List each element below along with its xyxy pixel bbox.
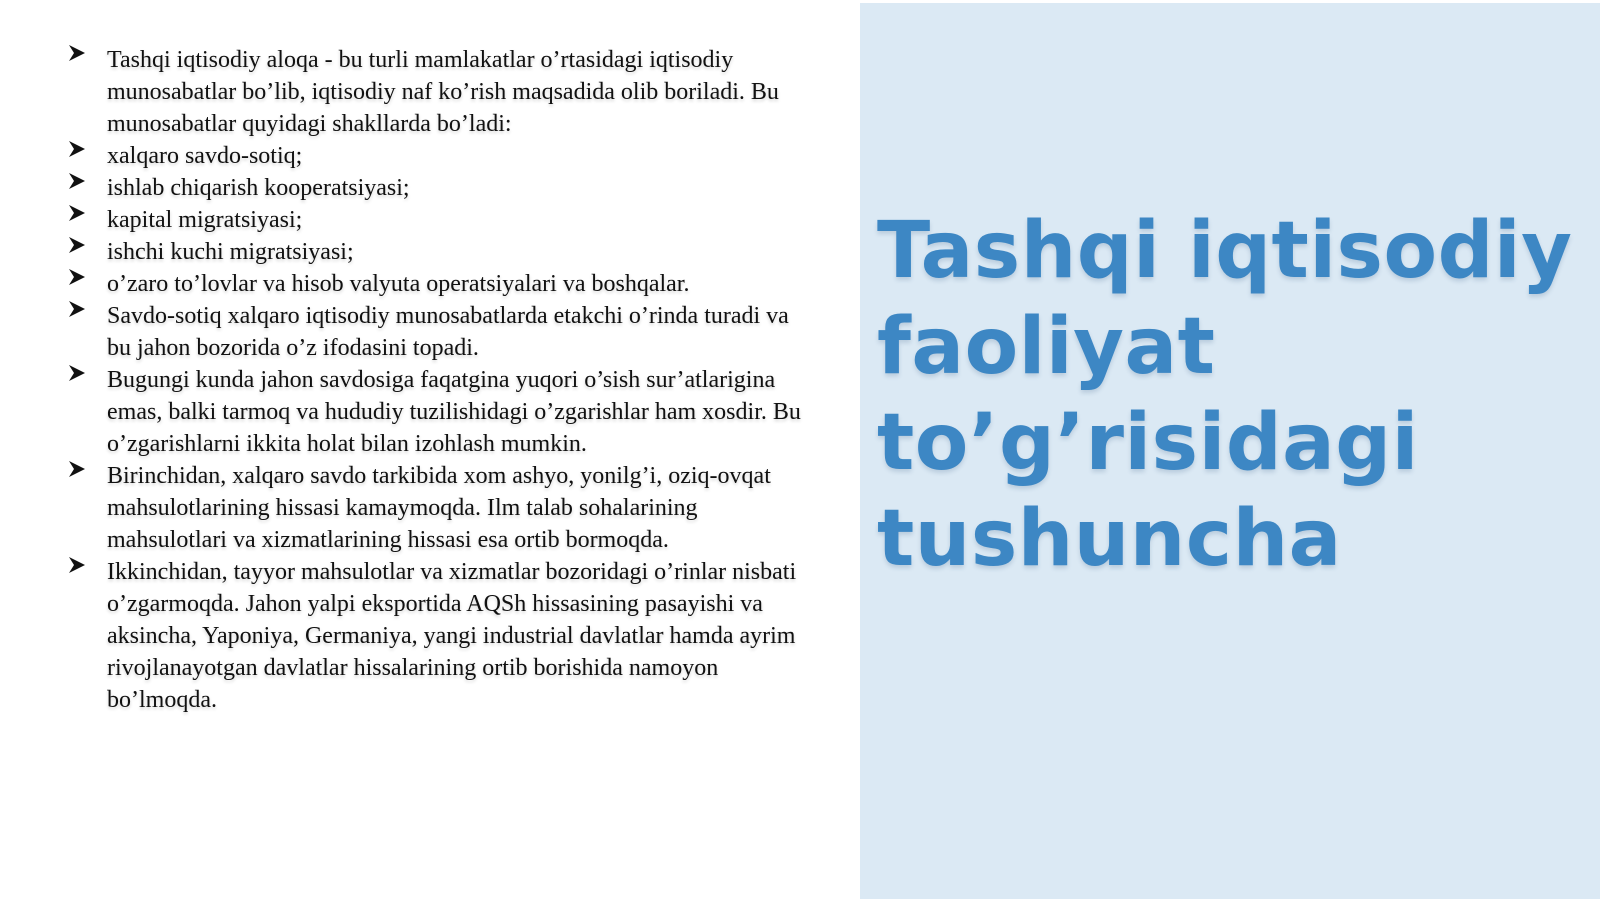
slide-title	[877, 203, 1577, 587]
bullet-text: Tashqi iqtisodiy aloqa - bu turli mamlakatlar o’rtasidagi iqtisodiy munosabatlar bo’lib, iqtisodiy naf ko’rish maqsadida olib boriladi. Bu munosabatlar quyidagi shakllarda bo’ladi:	[107, 47, 779, 137]
bullet-text: kapital migratsiyasi;	[107, 207, 303, 233]
bullet-text: Bugungi kunda jahon savdosiga faqatgina yuqori o’sish sur’atlarigina emas, balki tarmoq va hududiy tuzilishidagi o’zgarishlar ham xosdir. Bu o’zgarishlarni ikkita holat bilan izohlash mumkin.	[107, 367, 801, 457]
list-item	[68, 460, 818, 556]
bullet-text: Birinchidan, xalqaro savdo tarkibida xom ashyo, yonilg’i, oziq-ovqat mahsulotlarining hissasi kamaymoqda. Ilm talab sohalarining mahsulotlari va xizmatlarining hissasi esa ortib bormoqda.	[107, 463, 771, 553]
arrowhead-bullet-icon	[68, 555, 90, 577]
list-item	[68, 172, 818, 204]
arrowhead-bullet-icon	[68, 459, 90, 481]
list-item	[68, 44, 818, 140]
bullet-text: ishlab chiqarish kooperatsiyasi;	[107, 175, 410, 201]
bullet-text: Ikkinchidan, tayyor mahsulotlar va xizmatlar bozoridagi o’rinlar nisbati o’zgarmoqda. Jahon yalpi eksportida AQSh hissasining pasayishi va aksincha, Yaponiya, Germaniya, yangi industrial davlatlar hamda ayrim rivojlanayotgan davlatlar hissalarining ortib borishida namoyon bo’lmoqda.	[107, 559, 797, 713]
bullet-text: xalqaro savdo-sotiq;	[107, 143, 303, 169]
arrowhead-bullet-icon	[68, 363, 90, 385]
title-line: tushuncha	[877, 494, 1342, 584]
bullet-text: o’zaro to’lovlar va hisob valyuta operatsiyalari va boshqalar.	[107, 271, 690, 297]
list-item	[68, 300, 818, 364]
list-item	[68, 268, 818, 300]
arrowhead-bullet-icon	[68, 43, 90, 65]
arrowhead-bullet-icon	[68, 267, 90, 289]
title-line: to’g’risidagi	[877, 398, 1419, 488]
title-line: faoliyat	[877, 302, 1216, 392]
list-item	[68, 556, 818, 716]
bullet-list	[68, 44, 818, 716]
list-item	[68, 204, 818, 236]
bullet-text: Savdo-sotiq xalqaro iqtisodiy munosabatlarda etakchi o’rinda turadi va bu jahon bozorida o’z ifodasini topadi.	[107, 303, 789, 361]
title-line: Tashqi iqtisodiy	[877, 206, 1573, 296]
arrowhead-bullet-icon	[68, 203, 90, 225]
arrowhead-bullet-icon	[68, 171, 90, 193]
list-item	[68, 140, 818, 172]
arrowhead-bullet-icon	[68, 139, 90, 161]
list-item	[68, 236, 818, 268]
list-item	[68, 364, 818, 460]
arrowhead-bullet-icon	[68, 299, 90, 321]
bullet-text: ishchi kuchi migratsiyasi;	[107, 239, 354, 265]
arrowhead-bullet-icon	[68, 235, 90, 257]
title-panel	[860, 3, 1600, 899]
